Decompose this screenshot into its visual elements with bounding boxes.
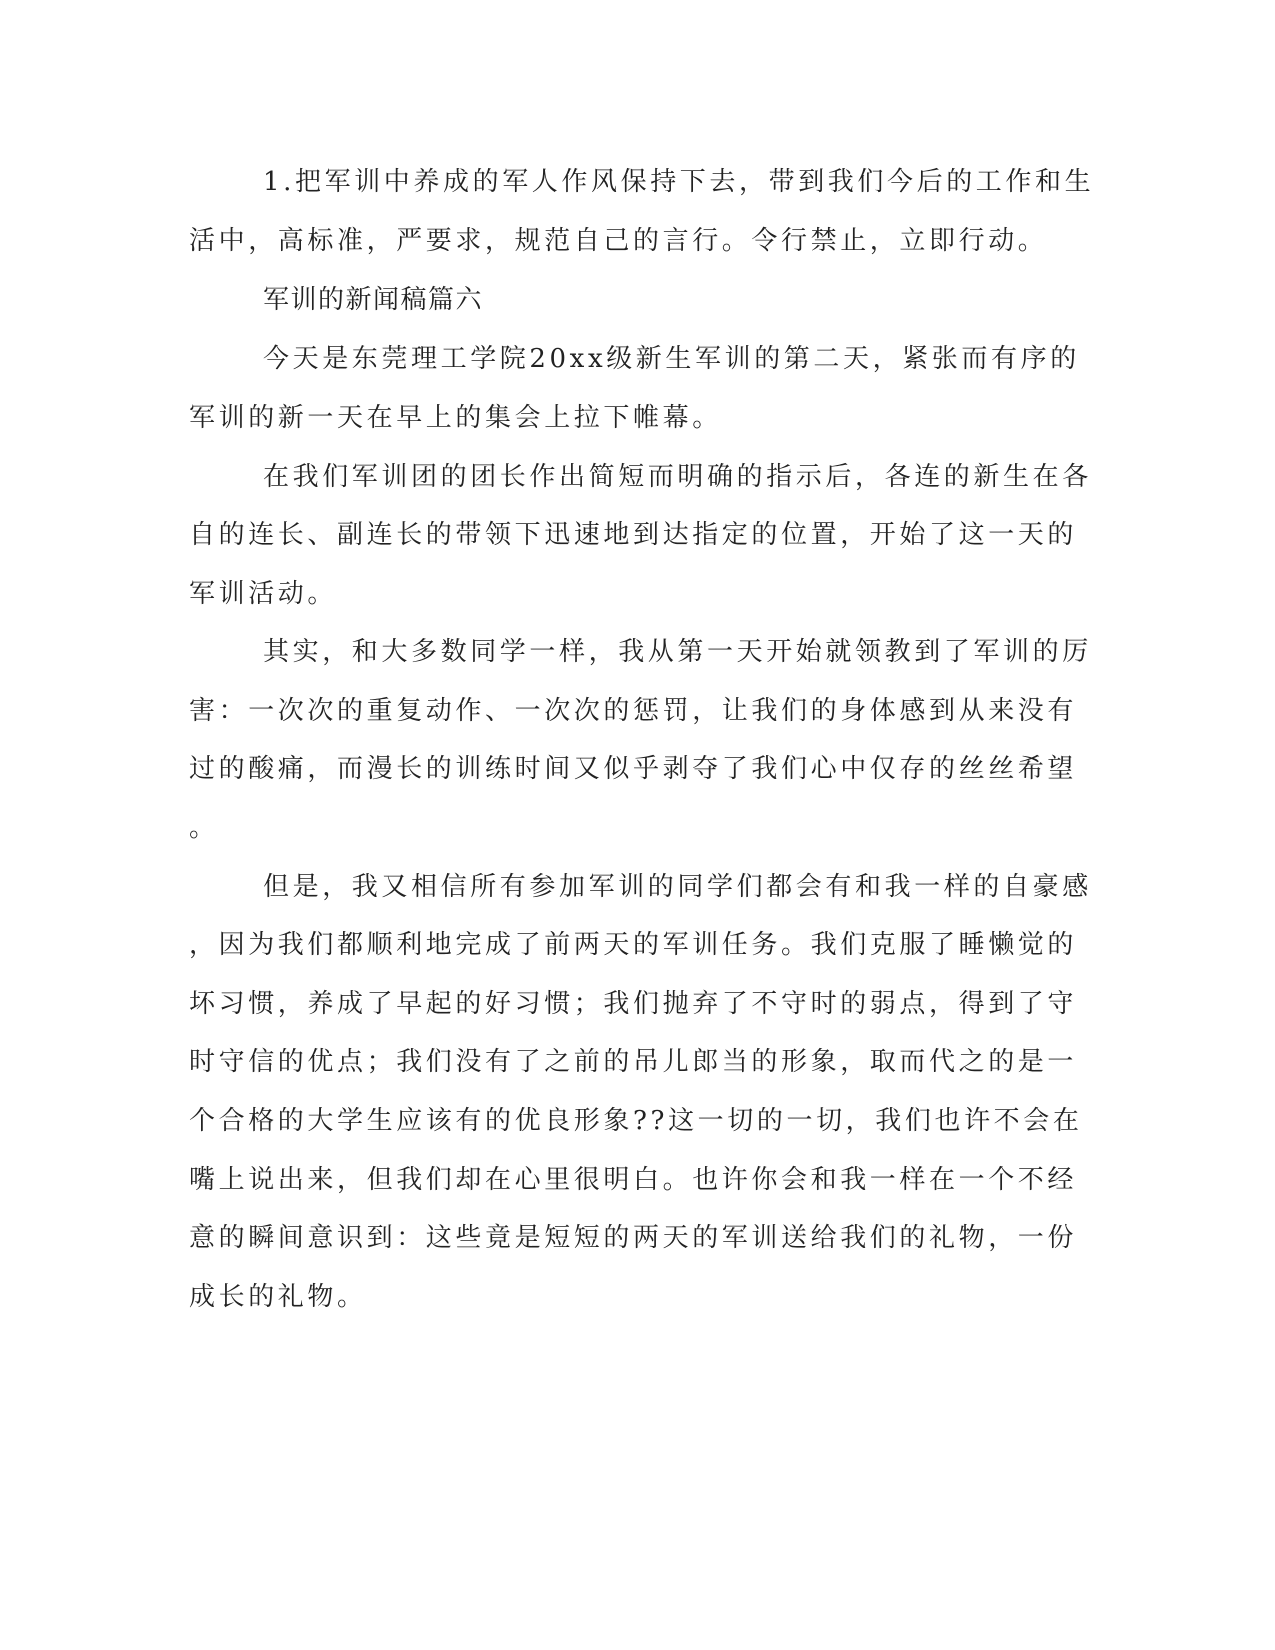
paragraph-line: ，因为我们都顺利地完成了前两天的军训任务。我们克服了睡懒觉的 xyxy=(189,930,1078,960)
paragraph-line: 军训活动。 xyxy=(189,579,338,609)
section-heading: 军训的新闻稿篇六 xyxy=(263,285,484,315)
paragraph-line: 害：一次次的重复动作、一次次的惩罚，让我们的身体感到从来没有 xyxy=(189,696,1078,726)
paragraph-line: 意的瞬间意识到：这些竟是短短的两天的军训送给我们的礼物，一份 xyxy=(189,1223,1078,1253)
paragraph-line: 时守信的优点；我们没有了之前的吊儿郎当的形象，取而代之的是一 xyxy=(189,1047,1078,1077)
paragraph-line: 坏习惯，养成了早起的好习惯；我们抛弃了不守时的弱点，得到了守 xyxy=(189,989,1078,1019)
paragraph-line: 成长的礼物。 xyxy=(189,1282,367,1312)
paragraph-line: 其实，和大多数同学一样，我从第一天开始就领教到了军训的厉 xyxy=(263,637,1092,667)
paragraph-line: 军训的新一天在早上的集会上拉下帷幕。 xyxy=(189,403,722,433)
paragraph-line: 。 xyxy=(189,813,219,843)
paragraph-line: 今天是东莞理工学院20xx级新生军训的第二天，紧张而有序的 xyxy=(263,344,1080,374)
paragraph-line: 过的酸痛，而漫长的训练时间又似乎剥夺了我们心中仅存的丝丝希望 xyxy=(189,754,1078,784)
paragraph-line: 个合格的大学生应该有的优良形象??这一切的一切，我们也许不会在 xyxy=(189,1106,1083,1136)
paragraph-line: 嘴上说出来，但我们却在心里很明白。也许你会和我一样在一个不经 xyxy=(189,1165,1078,1195)
paragraph-line: 在我们军训团的团长作出简短而明确的指示后，各连的新生在各 xyxy=(263,462,1092,492)
paragraph-line: 活中，高标准，严要求，规范自己的言行。令行禁止，立即行动。 xyxy=(189,226,1048,256)
paragraph-line: 但是，我又相信所有参加军训的同学们都会有和我一样的自豪感 xyxy=(263,872,1092,902)
paragraph-line: 1.把军训中养成的军人作风保持下去，带到我们今后的工作和生 xyxy=(263,167,1095,197)
paragraph-line: 自的连长、副连长的带领下迅速地到达指定的位置，开始了这一天的 xyxy=(189,520,1078,550)
